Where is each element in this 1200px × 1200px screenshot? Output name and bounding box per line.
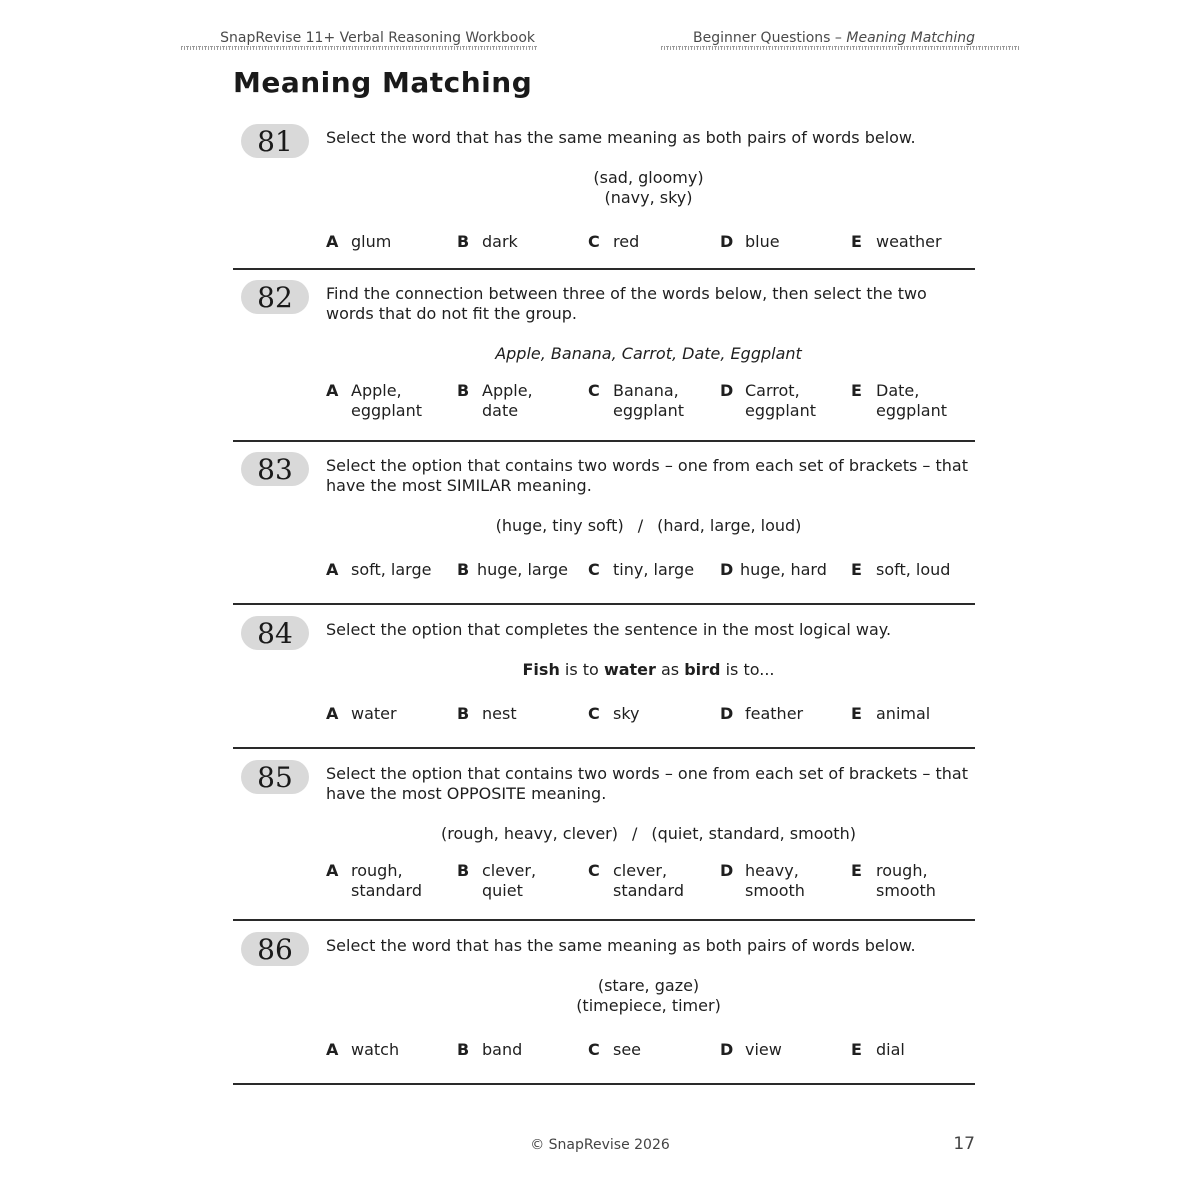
option-text: clever, quiet bbox=[482, 861, 537, 900]
option-text: band bbox=[482, 1040, 523, 1059]
option-letter: A bbox=[326, 232, 339, 251]
option-letter: D bbox=[720, 861, 734, 880]
option-text: rough, standard bbox=[351, 861, 422, 900]
option-text: soft, large bbox=[351, 560, 432, 579]
question-divider bbox=[233, 603, 975, 605]
option-text: Date, eggplant bbox=[876, 381, 947, 420]
bracket-separator: / bbox=[632, 824, 638, 843]
question-81 bbox=[233, 124, 975, 270]
option-letter: B bbox=[457, 704, 470, 723]
option-letter: E bbox=[851, 232, 862, 251]
option-letter: D bbox=[720, 232, 734, 251]
question-divider bbox=[233, 268, 975, 270]
option-letter: E bbox=[851, 861, 862, 880]
analogy-text: is to bbox=[559, 660, 604, 679]
option-text: huge, hard bbox=[740, 560, 827, 579]
bracket-separator: / bbox=[637, 516, 644, 535]
bracket-sets bbox=[326, 516, 971, 536]
option-letter: D bbox=[720, 560, 734, 579]
option-text: clever, standard bbox=[613, 861, 684, 900]
option-letter: B bbox=[457, 232, 470, 251]
option-letter: A bbox=[326, 704, 339, 723]
question-prompt: Select the option that completes the sentence in the most logical way. bbox=[326, 620, 892, 639]
option-letter: C bbox=[588, 560, 600, 579]
option-text: Apple, eggplant bbox=[351, 381, 422, 420]
page-title: Meaning Matching bbox=[233, 66, 533, 99]
question-83 bbox=[233, 452, 975, 606]
option-text: animal bbox=[876, 704, 931, 723]
option-letter: B bbox=[457, 1040, 470, 1059]
option-text: watch bbox=[351, 1040, 400, 1059]
option-text: soft, loud bbox=[876, 560, 951, 579]
analogy-text: is to... bbox=[720, 660, 775, 679]
option-text: blue bbox=[745, 232, 780, 251]
option-letter: A bbox=[326, 1040, 339, 1059]
option-text: feather bbox=[745, 704, 804, 723]
option-letter: E bbox=[851, 1040, 862, 1059]
analogy-word: Fish bbox=[522, 660, 560, 679]
option-letter: A bbox=[326, 560, 339, 579]
option-letter: A bbox=[326, 381, 339, 400]
section-topic: Meaning Matching bbox=[846, 30, 975, 46]
option-text: see bbox=[613, 1040, 642, 1059]
header-right-rule bbox=[661, 46, 1019, 50]
option-letter: C bbox=[588, 232, 600, 251]
question-85 bbox=[233, 760, 975, 922]
question-prompt: Select the word that has the same meaning as both pairs of words below. bbox=[326, 936, 916, 955]
word-list: Apple, Banana, Carrot, Date, Eggplant bbox=[495, 344, 802, 363]
question-number-badge: 86 bbox=[241, 932, 309, 966]
question-divider bbox=[233, 1083, 975, 1085]
option-text: water bbox=[351, 704, 397, 723]
option-text: weather bbox=[876, 232, 942, 251]
question-divider bbox=[233, 747, 975, 749]
question-86 bbox=[233, 932, 975, 1086]
question-84 bbox=[233, 616, 975, 750]
question-number-badge: 83 bbox=[241, 452, 309, 486]
option-text: heavy, smooth bbox=[745, 861, 805, 900]
option-text: view bbox=[745, 1040, 782, 1059]
question-prompt: Select the word that has the same meaning as both pairs of words below. bbox=[326, 128, 916, 147]
analogy-sentence bbox=[326, 660, 971, 680]
question-prompt: Select the option that contains two words – one from each set of brackets – that have the most OPPOSITE meaning. bbox=[326, 764, 968, 803]
option-text: huge, large bbox=[477, 560, 568, 579]
word-pair: (timepiece, timer) bbox=[576, 996, 721, 1015]
header-left bbox=[181, 30, 537, 52]
workbook-title: SnapRevise 11+ Verbal Reasoning Workbook bbox=[220, 30, 535, 46]
option-letter: B bbox=[457, 560, 470, 579]
page-number: 17 bbox=[953, 1134, 975, 1154]
option-text: rough, smooth bbox=[876, 861, 936, 900]
question-prompt: Find the connection between three of the words below, then select the two words that do not fit the group. bbox=[326, 284, 927, 323]
bracket-right: (quiet, standard, smooth) bbox=[651, 824, 856, 843]
option-letter: B bbox=[457, 381, 470, 400]
header-right bbox=[661, 30, 1019, 52]
question-prompt: Select the option that contains two words – one from each set of brackets – that have the most SIMILAR meaning. bbox=[326, 456, 968, 495]
option-letter: E bbox=[851, 704, 862, 723]
option-letter: D bbox=[720, 1040, 734, 1059]
question-divider bbox=[233, 440, 975, 442]
option-letter: C bbox=[588, 381, 600, 400]
option-letter: C bbox=[588, 704, 600, 723]
option-letter: C bbox=[588, 861, 600, 880]
word-pair: (sad, gloomy) bbox=[593, 168, 704, 187]
question-divider bbox=[233, 919, 975, 921]
option-text: glum bbox=[351, 232, 392, 251]
option-text: dark bbox=[482, 232, 518, 251]
footer-copyright: © SnapRevise 2026 bbox=[530, 1137, 670, 1153]
option-letter: D bbox=[720, 381, 734, 400]
word-pair: (navy, sky) bbox=[604, 188, 693, 207]
analogy-word: bird bbox=[684, 660, 721, 679]
option-letter: C bbox=[588, 1040, 600, 1059]
word-pair: (stare, gaze) bbox=[597, 976, 700, 995]
option-text: Carrot, eggplant bbox=[745, 381, 816, 420]
bracket-left: (rough, heavy, clever) bbox=[441, 824, 618, 843]
question-82 bbox=[233, 280, 975, 442]
option-text: dial bbox=[876, 1040, 905, 1059]
question-number-badge: 85 bbox=[241, 760, 309, 794]
bracket-sets bbox=[326, 824, 971, 844]
question-number-badge: 81 bbox=[241, 124, 309, 158]
option-text: Banana, eggplant bbox=[613, 381, 684, 420]
analogy-text: as bbox=[655, 660, 685, 679]
option-text: sky bbox=[613, 704, 640, 723]
question-number-badge: 84 bbox=[241, 616, 309, 650]
section-label: Beginner Questions – bbox=[693, 30, 847, 46]
option-text: Apple, date bbox=[482, 381, 533, 420]
header-left-rule bbox=[181, 46, 537, 50]
option-letter: A bbox=[326, 861, 339, 880]
bracket-left: (huge, tiny soft) bbox=[495, 516, 624, 535]
option-text: nest bbox=[482, 704, 517, 723]
option-text: tiny, large bbox=[613, 560, 695, 579]
question-number-badge: 82 bbox=[241, 280, 309, 314]
analogy-word: water bbox=[603, 660, 656, 679]
option-letter: E bbox=[851, 381, 862, 400]
bracket-right: (hard, large, loud) bbox=[657, 516, 802, 535]
option-text: red bbox=[613, 232, 640, 251]
option-letter: E bbox=[851, 560, 862, 579]
option-letter: B bbox=[457, 861, 470, 880]
option-letter: D bbox=[720, 704, 734, 723]
